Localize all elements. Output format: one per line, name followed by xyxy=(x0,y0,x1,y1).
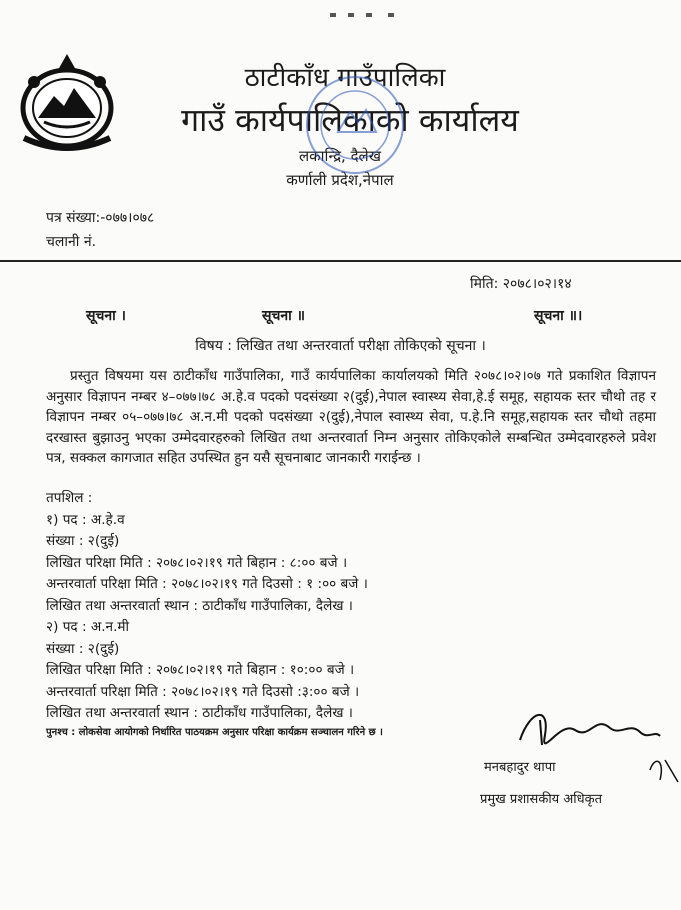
signatory-title: प्रमुख प्रशासकीय अधिकृत xyxy=(480,792,603,807)
post-1-interview-date: अन्तरवार्ता परिक्षा मिति : २०७८।०२।१९ गते दिउसो : १ :०० बजे । xyxy=(46,576,368,592)
dispatch-number: चलानी नं. xyxy=(46,234,97,250)
post-1-venue: लिखित तथा अन्तरवार्ता स्थान : ठाटीकाँध गाउँपालिका, दैलेख । xyxy=(46,597,353,614)
address-line-2: कर्णाली प्रदेश,नेपाल xyxy=(286,171,394,189)
post-1-count: संख्या : २(दुई) xyxy=(46,533,120,549)
letter-date: मिति: २०७८।०२।१४ xyxy=(470,276,572,292)
notice-label-3: सूचना ॥। xyxy=(534,308,583,324)
office-stamp-icon xyxy=(300,70,410,180)
details-heading: तपशिल : xyxy=(46,490,93,506)
letter-number: पत्र संख्या:-०७७।०७८ xyxy=(46,210,155,226)
post-2-interview-date: अन्तरवार्ता परिक्षा मिति : २०७८।०२।१९ गते दिउसो :३:०० बजे । xyxy=(46,683,360,700)
office-name: ठाटीकाँध गाउँपालिका xyxy=(244,63,446,93)
signatory-name: मनबहादुर थापा xyxy=(484,760,556,775)
notice-label-1: सूचना । xyxy=(86,308,126,324)
notice-label-2: सूचना ॥ xyxy=(262,308,306,324)
footnote: पुनश्च : लोकसेवा आयोगको निर्धारित पाठयक्रम अनुसार परिक्षा कार्यक्रम सञ्चालन गरिने छ । xyxy=(46,727,383,738)
post-2-written-date: लिखित परिक्षा मिति : २०७८।०२।१९ गते बिहान : १०:०० बजे । xyxy=(46,662,355,678)
header-divider xyxy=(0,260,681,262)
post-1-title: १) पद : अ.हे.व xyxy=(46,511,125,528)
scan-mark xyxy=(330,10,400,20)
details-list xyxy=(46,488,606,725)
post-1-written-date: लिखित परिक्षा मिति : २०७८।०२।१९ गते बिहान : ८:०० बजे । xyxy=(46,554,348,571)
post-2-count: संख्या : २(दुई) xyxy=(46,640,120,657)
body-paragraph: प्रस्तुत विषयमा यस ठाटीकाँध गाउँपालिका, गाउँ कार्यपालिका कार्यालयको मिति २०७८।०२।०७ गते प्रकाशित विज्ञापन अनुसार विज्ञापन नम्बर ४–०७७।७८ अ.हे.व पदको पदसंख्या २(दुई),नेपाल स्वास्थ्य सेवा,हे.ई समूह, सहायक स्तर चौथो तह र विज्ञापन नम्बर ०५–०७७।७८ अ.न.मी पदको पदसंख्या २(दुई),नेपाल स्वास्थ्य सेवा, प.हे.नि समूह,सहायक स्तर चौथो तहमा दरखास्त बुझाउनु भएका उम्मेदवारहरुको लिखित तथा अन्तरवार्ता निम्न अनुसार तोकिएकोले सम्बन्धित उम्मेदवारहरुले प्रवेश पत्र, सक्कल कागजात सहित उपस्थित हुन यसै सूचनाबाट जानकारी गराईन्छ । xyxy=(46,368,656,466)
post-2-title: २) पद : अ.न.मी xyxy=(46,619,130,635)
office-title: गाउँ कार्यपालिकाको कार्यालय xyxy=(181,101,519,139)
subject-line: विषय : लिखित तथा अन्तरवार्ता परीक्षा तोकिएको सूचना । xyxy=(195,338,486,354)
post-2-venue: लिखित तथा अन्तरवार्ता स्थान : ठाटीकाँध गाउँपालिका, दैलेख । xyxy=(46,705,353,721)
nepal-emblem-icon xyxy=(14,52,120,152)
address-line-1: लकान्द्रि, दैलेख xyxy=(298,147,381,165)
